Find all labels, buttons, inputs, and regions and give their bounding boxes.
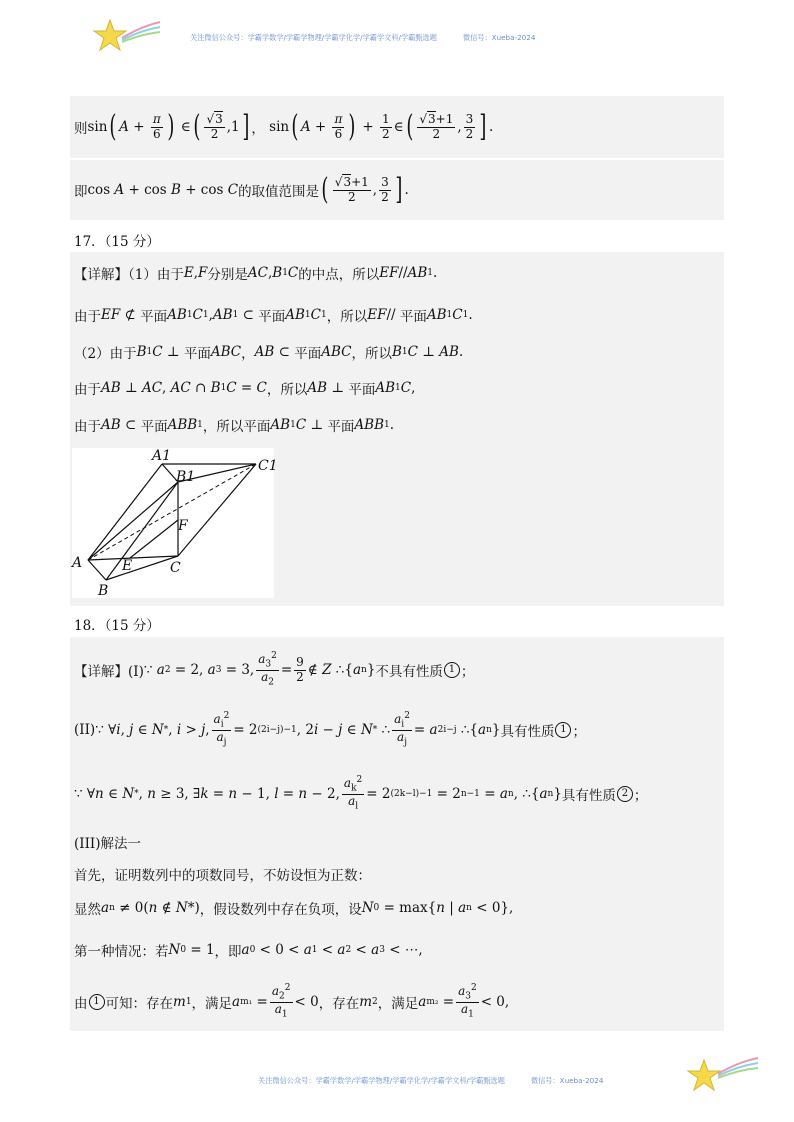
property-circle-1b: 1 [555, 722, 571, 738]
figure-label-c1: C1 [258, 458, 278, 474]
prism-figure [72, 448, 278, 599]
header-text: 关注微信公众号：学霸学数学/学霸学物理/学霸学化学/学霸学文科/学霸甄选题 [190, 33, 437, 42]
q17-line-3: （2）由于 B 1 C ⊥ 平面 ABC ， AB ⊂ 平面 ABC ，所以 B 1 C ⊥ AB . [74, 344, 464, 362]
figure-label-a1: A1 [152, 448, 172, 464]
q16-line-1: 则 sin ( A + $\frac{\pi}{6}$ ) ∈ ( $\frac{√3}{2}$ ,1 ] ， sin ( A + $\frac{\pi}{6}$ ) + $\frac{1}{2}$ ∈ ( $\frac{√3+1}{2}$ , $\frac{3}{2}$ ] . [74, 109, 494, 144]
q17-line-1: 【详解】（1）由于 E , F 分别是 AC , B 1 C 的中点，所以 EF // AB 1 . [74, 265, 438, 283]
property-circle-2: 2 [617, 786, 633, 802]
q17-title: 17．（15 分） [74, 234, 160, 250]
header-wechat: 微信号：Xueba-2024 [462, 33, 536, 42]
footer-text: 关注微信公众号：学霸学数学/学霸学物理/学霸学化学/学霸学文科/学霸甄选题 [258, 1076, 505, 1085]
q18-line-5: 首先，证明数列中的项数同号，不妨设恒为正数： [74, 868, 371, 884]
q18-line-1: 【详解】(I) ∵ a 2 = 2, a 3 = 3, $\frac{a_3^2}{a_2}$ = $\frac{9}{2}$ ∉ Z ∴{ a n } 不具有性质 1 ； [74, 650, 475, 688]
q18-line-8: 由 1 可知：存在 m 1 ，满足 a m₁ = $\frac{a_2^2}{a_1}$ < 0 ，存在 m 2 ，满足 a m₂ = $\frac{a_3^2}{a_1}$ < 0, [74, 982, 510, 1020]
prism-diagram [72, 448, 278, 599]
q18-line-6: 显然 a n ≠ 0( n ∉ N *) ，假设数列中存在负项，设 N 0 = max{ n | a n < 0}, [74, 900, 514, 918]
star-logo-icon [92, 16, 162, 58]
page-header [190, 33, 535, 43]
q18-title: 18．（15 分） [74, 618, 160, 634]
q17-line-4: 由于 AB ⊥ AC , AC ∩ B 1 C = C ，所以 AB ⊥ 平面 AB 1 C , [74, 380, 416, 398]
footer-wechat: 微信号：Xueba-2024 [530, 1076, 604, 1085]
q18-line-2: (II) ∵ ∀ i , j ∈ N * , i > j , $\frac{a_i^2}{a_j}$ = 2 (2i−j)−1 , 2 i − j ∈ N * ∴ $\frac{a_i^2}{a_j}$ = a 2i−j ∴{ a n } 具有性质 1 ； [74, 710, 586, 748]
q18-line-3: ∵ ∀ n ∈ N * , n ≥ 3, ∃ k = n − 1, l = n − 2, $\frac{a_k^2}{a_l}$ = 2 (2k−l)−1 = 2 n−1 = a n , ∴{ a n } 具有性质 2 ； [74, 774, 648, 812]
q18-line-7: 第一种情况：若 N 0 = 1 ，即 a 0 < 0 < a 1 < a 2 < a 3 < ⋯, [74, 942, 423, 960]
figure-label-e: E [122, 558, 133, 574]
property-circle-1c: 1 [89, 994, 105, 1010]
q18-line-4: (III)解法一 [74, 836, 142, 852]
figure-label-c: C [170, 560, 181, 576]
q17-line-2: 由于 EF ⊄ 平面 AB 1 C 1 , AB 1 ⊂ 平面 AB 1 C 1 ，所以 EF // 平面 AB 1 C 1 . [74, 307, 473, 325]
q17-line-5: 由于 AB ⊂ 平面 ABB 1 ，所以平面 AB 1 C ⊥ 平面 ABB 1 . [74, 417, 395, 435]
page-footer [258, 1076, 603, 1086]
figure-label-b1: B1 [176, 469, 196, 485]
property-circle-1: 1 [444, 662, 460, 678]
figure-label-f: F [178, 518, 188, 534]
figure-label-a: A [72, 555, 83, 571]
answer-block-q18 [70, 637, 724, 1031]
figure-label-b: B [98, 583, 109, 599]
q16-line-2: 即 cos A + cos B + cos C 的取值范围是 ( $\frac{√3+1}{2}$ , $\frac{3}{2}$ ] . [74, 172, 409, 207]
star-logo-footer-icon [684, 1052, 760, 1096]
